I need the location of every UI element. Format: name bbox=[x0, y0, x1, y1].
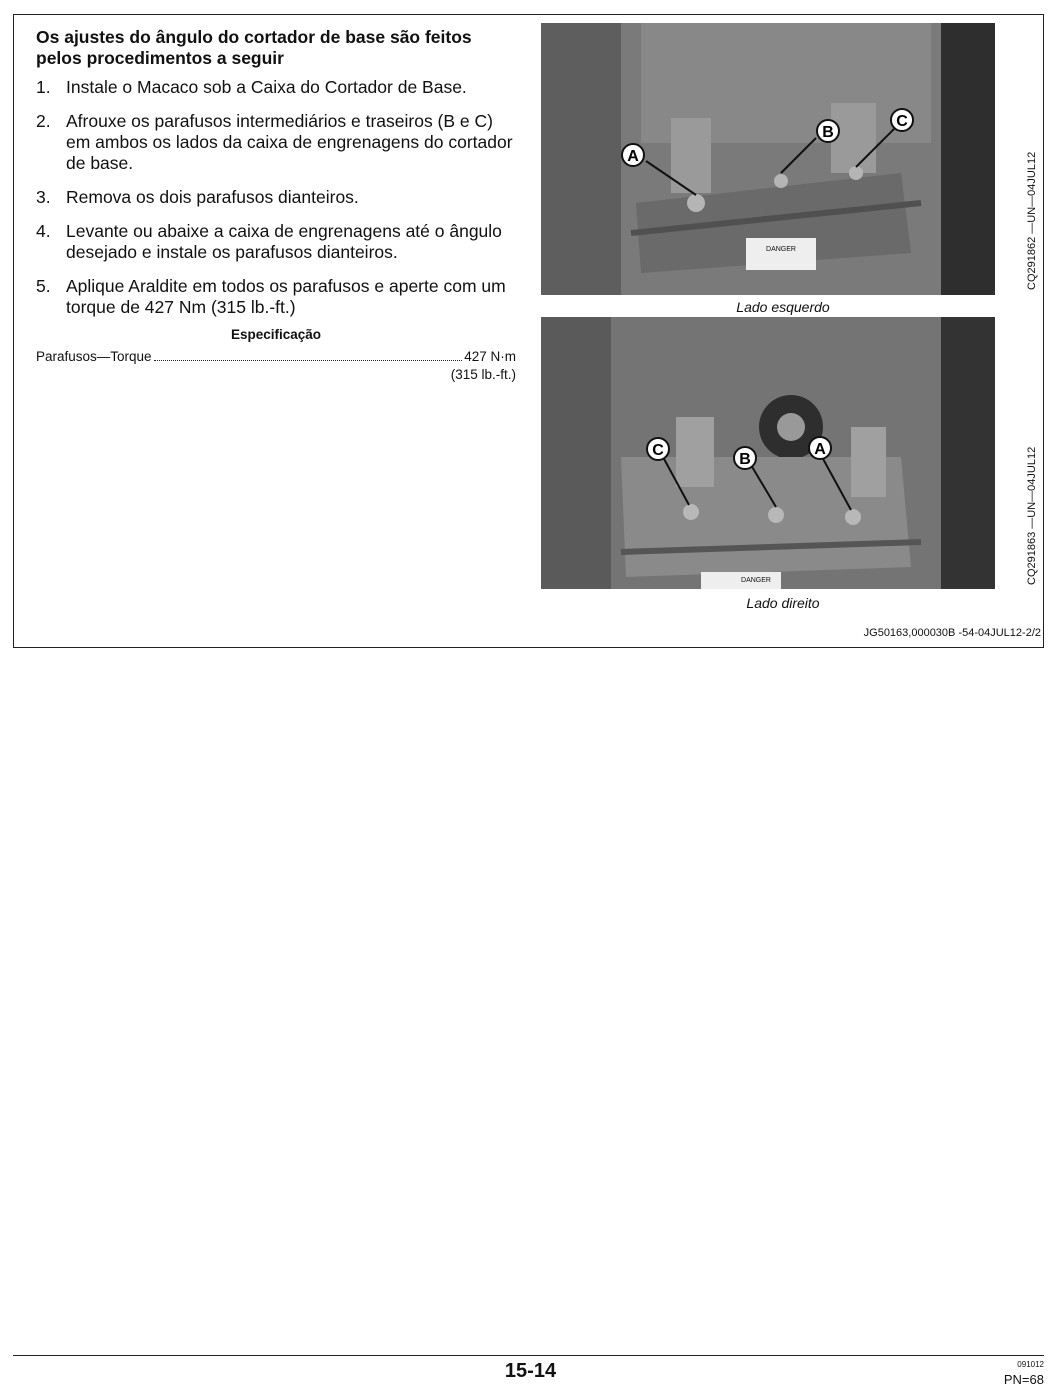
callout-marker bbox=[647, 438, 669, 460]
callout-label: B bbox=[822, 124, 834, 141]
step-item bbox=[36, 221, 516, 263]
step-number: 3. bbox=[36, 187, 51, 207]
spec-label: Parafusos—Torque bbox=[36, 349, 152, 364]
callout-label: C bbox=[652, 442, 664, 459]
callout-marker bbox=[891, 109, 913, 131]
step-item bbox=[36, 187, 516, 208]
spec-alt-value: (315 lb.-ft.) bbox=[450, 367, 516, 382]
callout-marker bbox=[817, 120, 839, 142]
spec-row bbox=[36, 348, 516, 366]
step-list bbox=[36, 77, 516, 318]
step-number: 4. bbox=[36, 221, 51, 241]
spec-value: 427 N·m bbox=[464, 349, 516, 364]
section-heading: Os ajustes do ângulo do cortador de base são feitos pelos procedimentos a seguir bbox=[36, 27, 472, 68]
figure-caption-right: Lado direito bbox=[746, 595, 820, 611]
danger-decal bbox=[746, 238, 816, 270]
callout-label: A bbox=[627, 148, 639, 165]
spec-leader-dots bbox=[154, 360, 463, 361]
photo-left-side bbox=[541, 23, 995, 295]
footer-divider bbox=[13, 1355, 1044, 1356]
figure-caption-left: Lado esquerdo bbox=[736, 299, 830, 315]
danger-decal-label: DANGER bbox=[766, 246, 796, 253]
step-number: 1. bbox=[36, 77, 51, 97]
step-text: Levante ou abaixe a caixa de engrenagens até o ângulo desejado e instale os parafusos dianteiros. bbox=[66, 221, 502, 262]
step-text: Remova os dois parafusos dianteiros. bbox=[66, 187, 359, 207]
figure-code-left: CQ291862 —UN—04JUL12 bbox=[1026, 151, 1038, 290]
step-text: Afrouxe os parafusos intermediários e traseiros (B e C) em ambos os lados da caixa de engrenagens do cortador de base. bbox=[66, 111, 513, 173]
callout-label: C bbox=[896, 113, 908, 130]
step-number: 2. bbox=[36, 111, 51, 131]
danger-decal-label: DANGER bbox=[741, 577, 771, 584]
step-text: Aplique Araldite em todos os parafusos e aperte com um torque de 427 Nm (315 lb.-ft.) bbox=[66, 276, 506, 317]
footer-pn: PN=68 bbox=[1003, 1372, 1044, 1387]
callout-label: A bbox=[814, 441, 826, 458]
step-item bbox=[36, 276, 516, 318]
instruction-column bbox=[36, 27, 516, 384]
callout-label: B bbox=[739, 451, 751, 468]
reference-code: JG50163,000030B -54-04JUL12-2/2 bbox=[863, 627, 1041, 639]
figure-code-right: CQ291863 —UN—04JUL12 bbox=[1026, 446, 1038, 585]
step-number: 5. bbox=[36, 276, 51, 296]
page-number: 15-14 bbox=[504, 1360, 557, 1382]
spec-title: Especificação bbox=[230, 327, 322, 342]
callout-marker bbox=[622, 144, 644, 166]
step-item bbox=[36, 77, 516, 98]
callout-marker bbox=[809, 437, 831, 459]
step-text: Instale o Macaco sob a Caixa do Cortador de Base. bbox=[66, 77, 467, 97]
step-item bbox=[36, 111, 516, 174]
footer-date-code: 091012 bbox=[1017, 1360, 1044, 1369]
photo-right-side bbox=[541, 317, 995, 589]
callout-marker bbox=[734, 447, 756, 469]
